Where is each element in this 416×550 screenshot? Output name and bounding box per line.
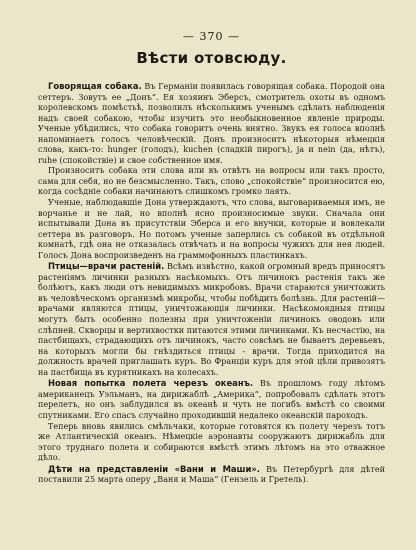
article-paragraph — [38, 422, 385, 464]
article-heading: Новая попытка полета черезъ океанъ. — [48, 378, 254, 389]
article-text: Ученые, наблюдавшіе Дона утверждаютъ, что слова, выговариваемыя имъ, не ворчанье и не лай, но вполнѣ ясно произносимые звуки. Сначала они испытывали Дона въ присутствіи Эберса и его внучки, которые и вовлекали сеттера въ разговоръ. Но потомъ ученые заперлись съ собакой въ отдѣльной комнатѣ, гдѣ она не отказалась отвѣчать и на вопросы чужихъ для нея людей. Голосъ Дона воспроизведенъ на граммофонныхъ пластинкахъ. — [38, 198, 385, 260]
article-paragraph — [38, 166, 385, 198]
article-heading: Птицы—врачи растеній. — [48, 261, 165, 272]
article-text: Произноситъ собака эти слова или въ отвѣтъ на вопросы или такъ просто, сама для себя, но не безсмысленно. Такъ, слово „спокойствіе“ произносится ею, когда сосѣдніе собаки начинаютъ слишкомъ громко лаять. — [38, 166, 385, 197]
article-text: Въ Петербургѣ для дѣтей поставили 25 марта оперу „Ваня и Маша“ (Гензель и Гретель). — [38, 464, 385, 485]
article-talking-dog — [38, 81, 385, 166]
article-text: Въ Германіи появилась говорящая собака. Породой она сеттеръ. Зовутъ ее „Донъ“. Ея хозяинъ Эберсъ, смотритель охоты въ одномъ королевскомъ помѣстьѣ, позволилъ нѣсколькимъ ученымъ сдѣлать наблюденія надъ своей собакою, чтобы изучить это необыкновенное явленіе природы. Ученые убѣдились, что собака говоритъ очень внятно. Звукъ ея голоса вполнѣ напоминаетъ голосъ человѣческій. Донъ произноситъ нѣкоторыя нѣмецкія слова, какъ-то: hunger (голодъ), kuchen (сладкій пирогъ), ja и nein (да, нѣтъ), ruhe (спокойствіе) и свое собственное имя. — [38, 82, 385, 165]
article-ocean-flight — [38, 378, 385, 421]
page-number: — 370 — — [183, 30, 240, 43]
page-title: Вѣсти отовсюду. — [136, 49, 287, 67]
article-paragraph — [38, 198, 385, 261]
article-text: Теперь вновь явились смѣльчаки, которые готовятся къ полету черезъ тотъ же Атлантическій океанъ. Нѣмецкіе аэронавты сооружаютъ дирижабль для этого труднаго полета и собираются вмѣстѣ этимъ лѣтомъ на это отважное дѣло. — [38, 421, 385, 463]
article-children-opera — [38, 464, 385, 486]
article-text: Всѣмъ извѣстно, какой огромный вредъ приносятъ растеніямъ личинки разныхъ насѣкомыхъ. Отъ личинокъ растенія такъ же болѣютъ, какъ люди отъ невидимыхъ микробовъ. Врачи стараются уничтожить въ человѣческомъ организмѣ микробы, чтобы побѣдить болѣзнь. Для растеній—врачами являются птицы, уничтожающія личинки. Насѣкомоядныя птицы могутъ быть особенно полезны при уничтоженіи личинокъ оводовъ или слѣпней. Скворцы и вертихвостки питаются этими личинками. Къ несчастію, на пастбищахъ, страдающихъ отъ личинокъ, часто совсѣмъ не бываетъ деревьевъ, на которыхъ могли бы гнѣздиться птицы - врачи. Тогда приходится на должность врачей приглашать куръ. Во Франціи куръ для этой цѣли привозятъ на пастбища въ курятникахъ на колесахъ. — [38, 262, 385, 377]
article-birds-doctors — [38, 261, 385, 378]
article-heading: Дѣти на представленіи «Вани и Маши». — [48, 463, 260, 474]
article-text: Въ прошломъ году лѣтомъ американецъ Уэльманъ, на дирижаблѣ „Америка“, попробовалъ сдѣлать этотъ перелетъ, но онъ заблудился въ океанѣ и чуть не погибъ вмѣстѣ со своими спутниками. Его спасъ случайно проходившій недалеко океанскій пароходъ. — [38, 379, 385, 420]
article-heading: Говорящая собака. — [48, 81, 142, 91]
